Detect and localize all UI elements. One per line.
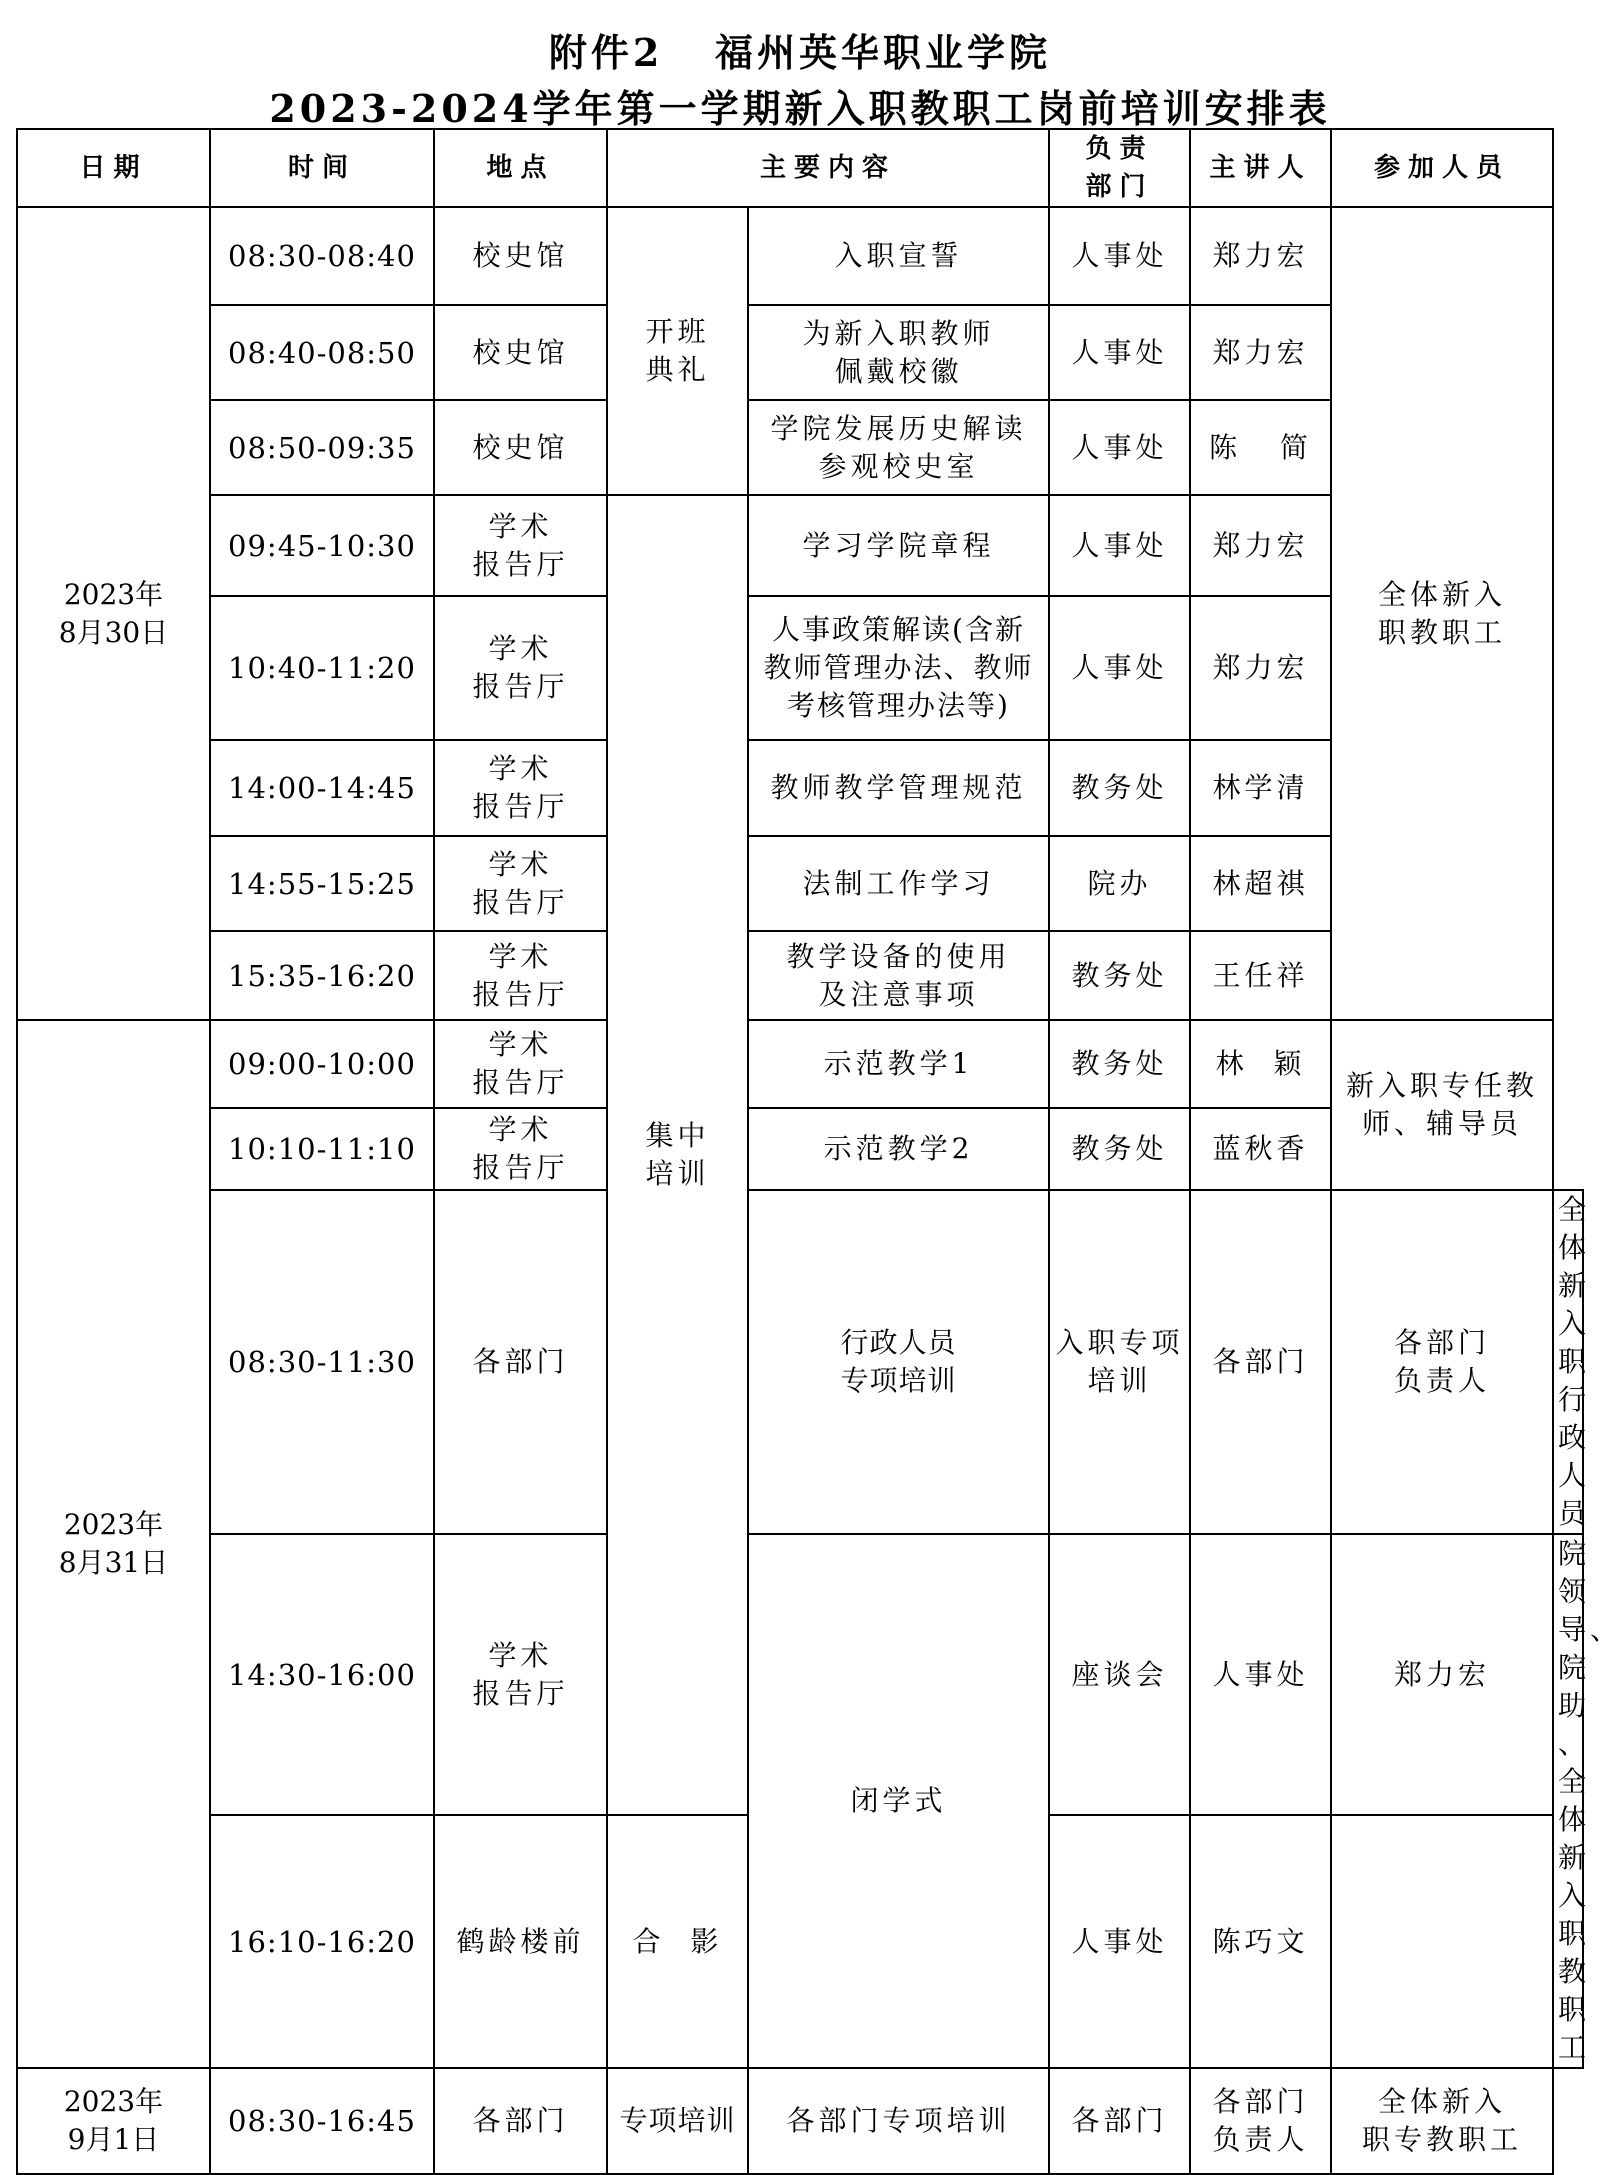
table-row bbox=[17, 2068, 1583, 2174]
header-row bbox=[17, 129, 1583, 207]
place-cell: 学术 报告厅 bbox=[434, 1534, 607, 1815]
place-cell: 校史馆 bbox=[434, 400, 607, 495]
category-cell: 开班 典礼 bbox=[607, 207, 748, 495]
place-cell: 学术 报告厅 bbox=[434, 495, 607, 596]
speaker-cell: 林学清 bbox=[1190, 740, 1331, 836]
dept-cell: 教务处 bbox=[1049, 931, 1190, 1020]
dept-cell: 教务处 bbox=[1049, 1108, 1190, 1190]
participants-cell: 全体新入 职专教职工 bbox=[1331, 2068, 1553, 2174]
dept-cell: 院办 bbox=[1049, 836, 1190, 931]
table-row bbox=[17, 1190, 1583, 1534]
content-cell: 教师教学管理规范 bbox=[748, 740, 1049, 836]
header-content: 主要内容 bbox=[607, 129, 1049, 207]
header-place: 地点 bbox=[434, 129, 607, 207]
speaker-cell: 王任祥 bbox=[1190, 931, 1331, 1020]
place-cell: 学术 报告厅 bbox=[434, 740, 607, 836]
category-cell: 专项培训 bbox=[607, 2068, 748, 2174]
dept-cell: 人事处 bbox=[1049, 207, 1190, 305]
header-date: 日期 bbox=[17, 129, 210, 207]
speaker-cell: 郑力宏 bbox=[1190, 207, 1331, 305]
content-cell: 示范教学2 bbox=[748, 1108, 1049, 1190]
speaker-cell: 各部门 负责人 bbox=[1190, 2068, 1331, 2174]
time-cell: 08:30-16:45 bbox=[210, 2068, 434, 2174]
content-cell: 入职专项培训 bbox=[1049, 1190, 1190, 1534]
content-cell: 人事政策解读(含新 教师管理办法、教师 考核管理办法等) bbox=[748, 596, 1049, 740]
time-cell: 16:10-16:20 bbox=[210, 1815, 434, 2068]
content-cell: 入职宣誓 bbox=[748, 207, 1049, 305]
category-cell: 行政人员 专项培训 bbox=[748, 1190, 1049, 1534]
category-cell: 闭学式 bbox=[748, 1534, 1049, 2068]
place-cell: 学术 报告厅 bbox=[434, 596, 607, 740]
speaker-cell: 郑力宏 bbox=[1190, 495, 1331, 596]
dept-cell: 人事处 bbox=[1049, 400, 1190, 495]
header-participants: 参加人员 bbox=[1331, 129, 1553, 207]
time-cell: 14:30-16:00 bbox=[210, 1534, 434, 1815]
time-cell: 15:35-16:20 bbox=[210, 931, 434, 1020]
place-cell: 各部门 bbox=[434, 2068, 607, 2174]
dept-cell: 人事处 bbox=[1049, 305, 1190, 400]
time-cell: 09:00-10:00 bbox=[210, 1020, 434, 1108]
table-row bbox=[17, 1020, 1583, 1108]
dept-cell: 人事处 bbox=[1049, 596, 1190, 740]
date-cell: 2023年 8月30日 bbox=[17, 207, 210, 1020]
speaker-cell: 郑力宏 bbox=[1190, 305, 1331, 400]
time-cell: 10:40-11:20 bbox=[210, 596, 434, 740]
participants-cell: 院领导、院助 、全体新入职 教职工 bbox=[1553, 1534, 1583, 2068]
time-cell: 14:00-14:45 bbox=[210, 740, 434, 836]
participants-cell: 全体新入职 行政人员 bbox=[1553, 1190, 1583, 1534]
content-cell: 为新入职教师 佩戴校徽 bbox=[748, 305, 1049, 400]
place-cell: 学术 报告厅 bbox=[434, 931, 607, 1020]
participants-cell: 全体新入 职教职工 bbox=[1331, 207, 1553, 1020]
dept-cell: 教务处 bbox=[1049, 740, 1190, 836]
table-row bbox=[17, 1534, 1583, 1815]
time-cell: 08:30-11:30 bbox=[210, 1190, 434, 1534]
place-cell: 鹤龄楼前 bbox=[434, 1815, 607, 2068]
place-cell: 学术 报告厅 bbox=[434, 1108, 607, 1190]
speaker-cell: 郑力宏 bbox=[1190, 596, 1331, 740]
header-speaker: 主讲人 bbox=[1190, 129, 1331, 207]
date-cell: 2023年 9月1日 bbox=[17, 2068, 210, 2174]
place-cell: 各部门 bbox=[434, 1190, 607, 1534]
date-cell: 2023年 8月31日 bbox=[17, 1020, 210, 2068]
place-cell: 校史馆 bbox=[434, 207, 607, 305]
dept-cell: 人事处 bbox=[1049, 1815, 1190, 2068]
training-schedule-table bbox=[16, 128, 1622, 2175]
document-title-line1: 附件2 福州英华职业学院 bbox=[548, 30, 1052, 75]
dept-cell: 教务处 bbox=[1049, 1020, 1190, 1108]
place-cell: 校史馆 bbox=[434, 305, 607, 400]
content-cell: 座谈会 bbox=[1049, 1534, 1190, 1815]
document-title-line2: 2023-2024学年第一学期新入职教职工岗前培训安排表 bbox=[269, 86, 1331, 131]
dept-cell: 各部门 bbox=[1049, 2068, 1190, 2174]
content-cell: 法制工作学习 bbox=[748, 836, 1049, 931]
speaker-cell: 林超祺 bbox=[1190, 836, 1331, 931]
dept-cell: 各部门 bbox=[1190, 1190, 1331, 1534]
speaker-cell: 蓝秋香 bbox=[1190, 1108, 1331, 1190]
participants-cell: 新入职专任教 师、辅导员 bbox=[1331, 1020, 1553, 1190]
speaker-cell: 各部门 负责人 bbox=[1331, 1190, 1553, 1534]
time-cell: 09:45-10:30 bbox=[210, 495, 434, 596]
dept-cell: 人事处 bbox=[1190, 1534, 1331, 1815]
place-cell: 学术 报告厅 bbox=[434, 836, 607, 931]
header-dept: 负责 部门 bbox=[1049, 129, 1190, 207]
time-cell: 08:40-08:50 bbox=[210, 305, 434, 400]
speaker-cell: 林 颖 bbox=[1190, 1020, 1331, 1108]
speaker-cell: 郑力宏 bbox=[1331, 1534, 1553, 1815]
content-cell: 学习学院章程 bbox=[748, 495, 1049, 596]
place-cell: 学术 报告厅 bbox=[434, 1020, 607, 1108]
time-cell: 08:50-09:35 bbox=[210, 400, 434, 495]
content-cell: 教学设备的使用 及注意事项 bbox=[748, 931, 1049, 1020]
time-cell: 10:10-11:10 bbox=[210, 1108, 434, 1190]
content-cell: 示范教学1 bbox=[748, 1020, 1049, 1108]
speaker-cell: 陈巧文 bbox=[1190, 1815, 1331, 2068]
time-cell: 08:30-08:40 bbox=[210, 207, 434, 305]
header-time: 时间 bbox=[210, 129, 434, 207]
content-cell: 各部门专项培训 bbox=[748, 2068, 1049, 2174]
content-cell: 合 影 bbox=[607, 1815, 748, 2068]
speaker-cell: 陈 简 bbox=[1190, 400, 1331, 495]
dept-cell: 人事处 bbox=[1049, 495, 1190, 596]
category-cell: 集中 培训 bbox=[607, 495, 748, 1815]
time-cell: 14:55-15:25 bbox=[210, 836, 434, 931]
content-cell: 学院发展历史解读 参观校史室 bbox=[748, 400, 1049, 495]
table-row bbox=[17, 207, 1583, 305]
